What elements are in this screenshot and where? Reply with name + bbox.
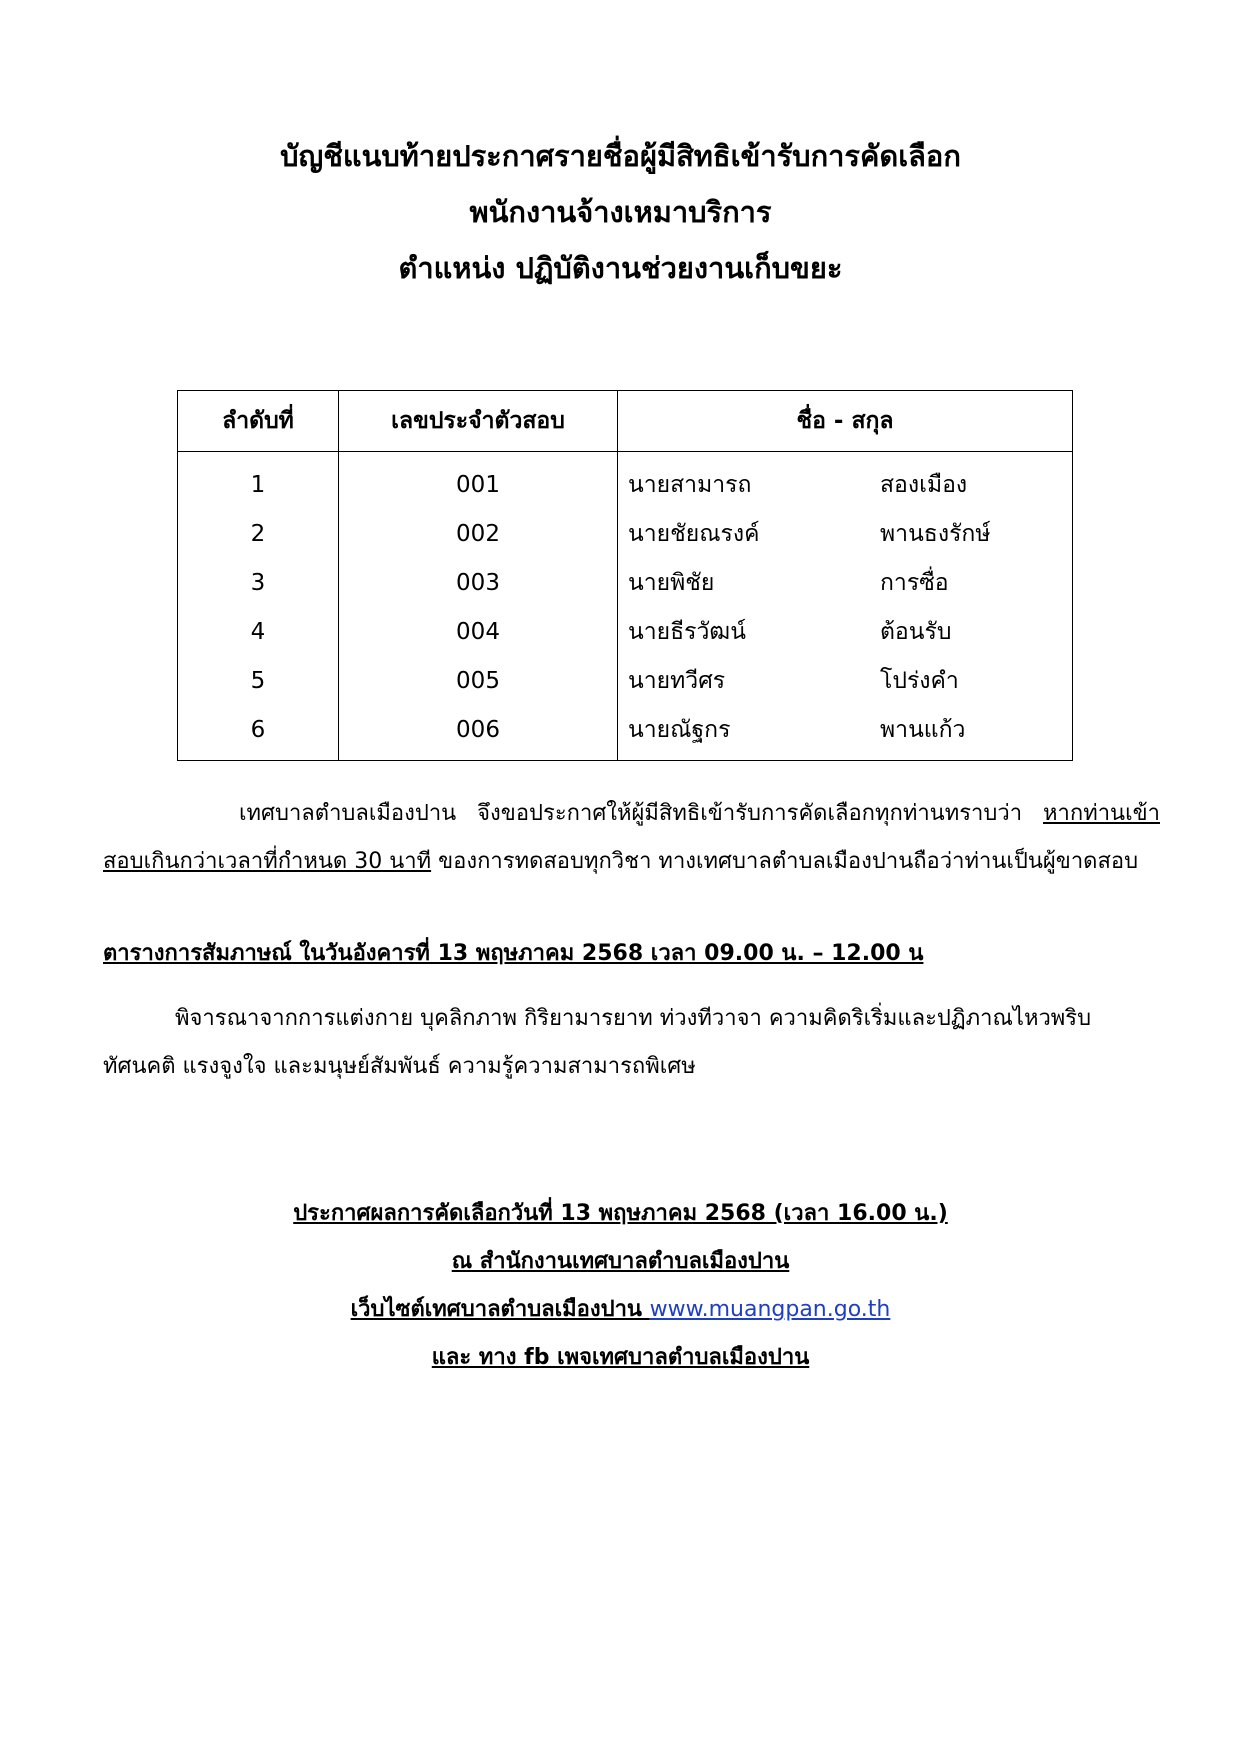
candidate-table bbox=[177, 390, 1073, 761]
document-title bbox=[0, 128, 1241, 296]
announcement-block bbox=[0, 1190, 1241, 1382]
last-name: ต้อนรับ bbox=[880, 618, 952, 645]
header-name: ชื่อ - สกุล bbox=[618, 391, 1073, 452]
cell-name bbox=[618, 452, 1073, 510]
announcement-website-label: เว็บไซต์เทศบาลตำบลเมืองปาน bbox=[350, 1297, 650, 1322]
cell-exam-id: 005 bbox=[339, 656, 618, 705]
cell-name bbox=[618, 509, 1073, 558]
cell-name bbox=[618, 607, 1073, 656]
table-row bbox=[178, 705, 1073, 761]
cell-name bbox=[618, 656, 1073, 705]
cell-exam-id: 002 bbox=[339, 509, 618, 558]
last-name: พานแก้ว bbox=[880, 716, 966, 743]
header-no: ลำดับที่ bbox=[178, 391, 339, 452]
first-name: นายธีรวัฒน์ bbox=[628, 618, 746, 645]
announcement-date: ประกาศผลการคัดเลือกวันที่ 13 พฤษภาคม 2568 (เวลา 16.00 น.) bbox=[293, 1201, 948, 1226]
title-line-1: บัญชีแนบท้ายประกาศรายชื่อผู้มีสิทธิเข้ารับการคัดเลือก bbox=[280, 139, 961, 173]
cell-no: 3 bbox=[178, 558, 339, 607]
interview-schedule-heading: ตารางการสัมภาษณ์ ในวันอังคารที่ 13 พฤษภาคม 2568 เวลา 09.00 น. – 12.00 น bbox=[103, 941, 924, 966]
cell-no: 1 bbox=[178, 452, 339, 510]
announcement-location: ณ สำนักงานเทศบาลตำบลเมืองปาน bbox=[451, 1249, 790, 1274]
title-line-3: ตำแหน่ง ปฏิบัติงานช่วยงานเก็บขยะ bbox=[398, 251, 843, 285]
first-name: นายพิชัย bbox=[628, 569, 715, 596]
notice-late-rule: หากท่านเข้าสอบเกินกว่าเวลาที่กำหนด 30 นาที bbox=[103, 801, 1160, 874]
cell-name bbox=[618, 558, 1073, 607]
first-name: นายทวีศร bbox=[628, 667, 726, 694]
table-row bbox=[178, 509, 1073, 558]
cell-no: 4 bbox=[178, 607, 339, 656]
criteria-text: พิจารณาจากการแต่งกาย บุคลิกภาพ กิริยามารยาท ท่วงทีวาจา ความคิดริเริ่มและปฏิภาณไหวพริบ ทัศนคติ แรงจูงใจ และมนุษย์สัมพันธ์ ความรู้ความสามารถพิเศษ bbox=[103, 1006, 1092, 1079]
header-exam-id: เลขประจำตัวสอบ bbox=[339, 391, 618, 452]
notice-paragraph bbox=[103, 790, 1160, 886]
first-name: นายสามารถ bbox=[628, 471, 752, 498]
cell-name bbox=[618, 705, 1073, 761]
criteria-paragraph bbox=[103, 995, 1160, 1091]
cell-exam-id: 004 bbox=[339, 607, 618, 656]
table-row bbox=[178, 656, 1073, 705]
announcement-line-2 bbox=[0, 1238, 1241, 1286]
cell-exam-id: 003 bbox=[339, 558, 618, 607]
notice-lead: เทศบาลตำบลเมืองปาน จึงขอประกาศให้ผู้มีสิทธิเข้ารับการคัดเลือกทุกท่านทราบว่า bbox=[239, 801, 1044, 826]
announcement-line-3 bbox=[0, 1286, 1241, 1334]
announcement-line-4 bbox=[0, 1334, 1241, 1382]
cell-no: 5 bbox=[178, 656, 339, 705]
announcement-line-1 bbox=[0, 1190, 1241, 1238]
last-name: สองเมือง bbox=[880, 471, 968, 498]
last-name: การซื่อ bbox=[880, 569, 949, 596]
cell-exam-id: 006 bbox=[339, 705, 618, 761]
notice-tail: ของการทดสอบทุกวิชา ทางเทศบาลตำบลเมืองปานถือว่าท่านเป็นผู้ขาดสอบ bbox=[431, 849, 1139, 874]
table-row bbox=[178, 452, 1073, 510]
table-header-row bbox=[178, 391, 1073, 452]
cell-no: 6 bbox=[178, 705, 339, 761]
table-row bbox=[178, 607, 1073, 656]
last-name: โปร่งคำ bbox=[880, 667, 959, 694]
title-line-2: พนักงานจ้างเหมาบริการ bbox=[469, 195, 772, 229]
cell-exam-id: 001 bbox=[339, 452, 618, 510]
first-name: นายชัยณรงค์ bbox=[628, 520, 760, 547]
announcement-facebook: และ ทาง fb เพจเทศบาลตำบลเมืองปาน bbox=[431, 1345, 810, 1370]
table-row bbox=[178, 558, 1073, 607]
first-name: นายณัฐกร bbox=[628, 716, 731, 743]
last-name: พานธงรักษ์ bbox=[880, 520, 991, 547]
website-link[interactable]: www.muangpan.go.th bbox=[649, 1297, 891, 1322]
cell-no: 2 bbox=[178, 509, 339, 558]
